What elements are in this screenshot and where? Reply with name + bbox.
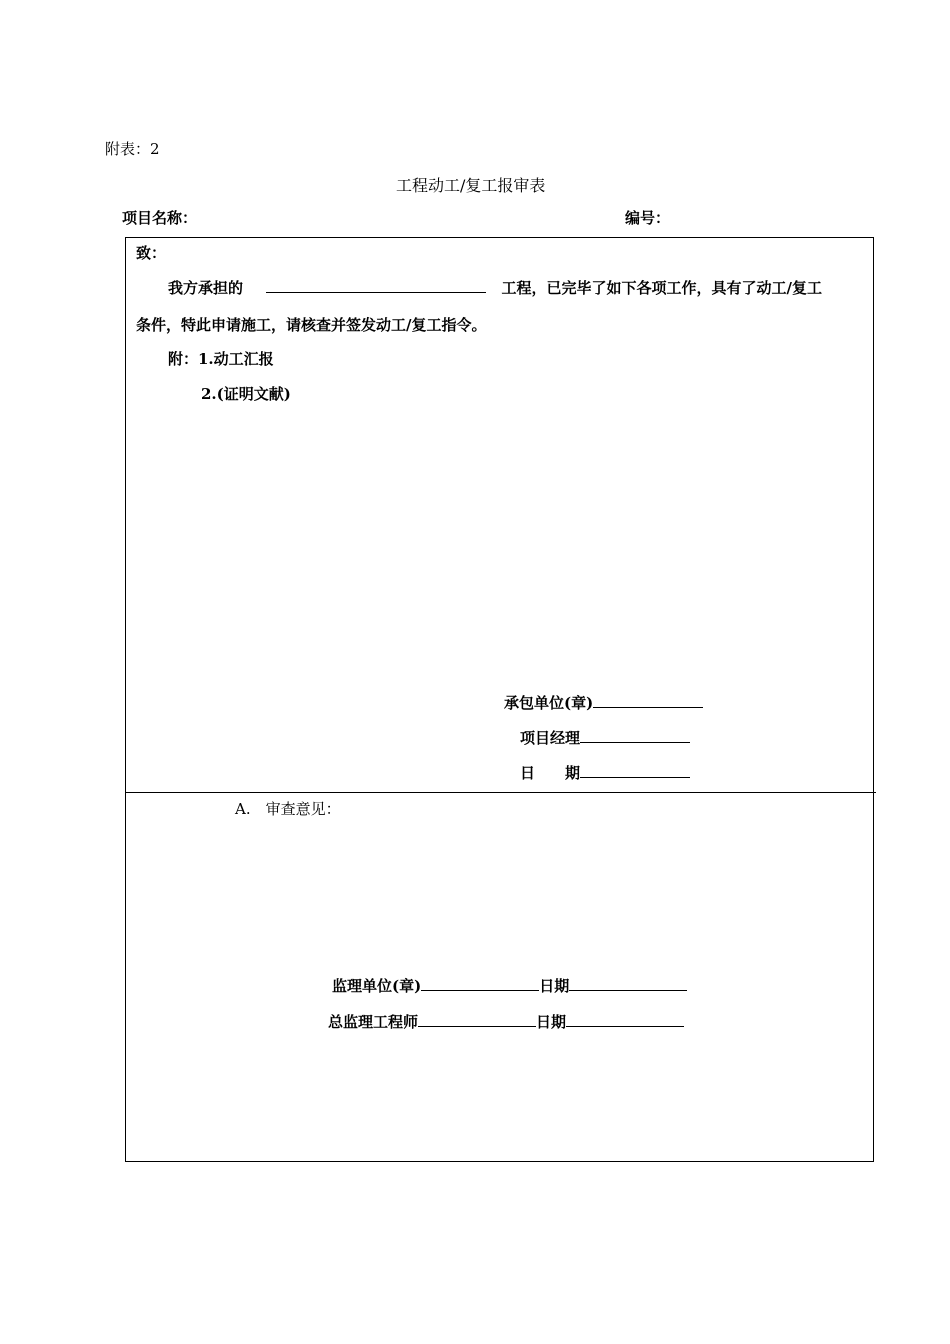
supervisor-signature-row xyxy=(332,975,687,996)
contractor-blank[interactable] xyxy=(593,693,703,708)
contractor-label: 承包单位(章) xyxy=(504,694,594,712)
form-title: 工程动工/复工报审表 xyxy=(396,176,546,195)
contractor-signature-row xyxy=(504,692,703,713)
project-name-label: 项目名称： xyxy=(122,209,198,227)
line1-before: 我方承担的 xyxy=(168,279,244,297)
date-label: 日 期 xyxy=(520,764,581,782)
review-date-blank-2[interactable] xyxy=(566,1012,684,1027)
review-date-label-2: 日期 xyxy=(536,1013,567,1031)
chief-engineer-signature-row xyxy=(328,1011,684,1032)
supervisor-unit-label: 监理单位(章) xyxy=(332,977,422,995)
number-label: 编号： xyxy=(625,209,671,227)
attachment-item-1: 附：1.动工汇报 xyxy=(168,350,274,368)
project-blank-line[interactable] xyxy=(266,278,486,293)
supervisor-unit-blank[interactable] xyxy=(421,976,539,991)
application-line-2: 条件，特此申请施工，请核查并签发动工/复工指令。 xyxy=(136,316,487,334)
manager-blank[interactable] xyxy=(580,728,690,743)
line1-after: 工程，已完毕了如下各项工作，具有了动工/复工 xyxy=(501,279,822,297)
date-signature-row xyxy=(520,762,690,783)
chief-engineer-label: 总监理工程师 xyxy=(328,1013,419,1031)
application-line-1 xyxy=(168,277,822,298)
section-divider xyxy=(125,792,876,793)
manager-signature-row xyxy=(520,727,690,748)
date-blank[interactable] xyxy=(580,763,690,778)
review-opinion-label: A. 审查意见： xyxy=(235,800,341,818)
review-date-blank-1[interactable] xyxy=(569,976,687,991)
attachment-label: 附表：2 xyxy=(105,140,160,158)
attachment-item-2: 2.(证明文献) xyxy=(201,385,291,403)
manager-label: 项目经理 xyxy=(520,729,581,747)
review-date-label-1: 日期 xyxy=(539,977,570,995)
chief-engineer-blank[interactable] xyxy=(418,1012,536,1027)
to-label: 致： xyxy=(136,244,167,262)
